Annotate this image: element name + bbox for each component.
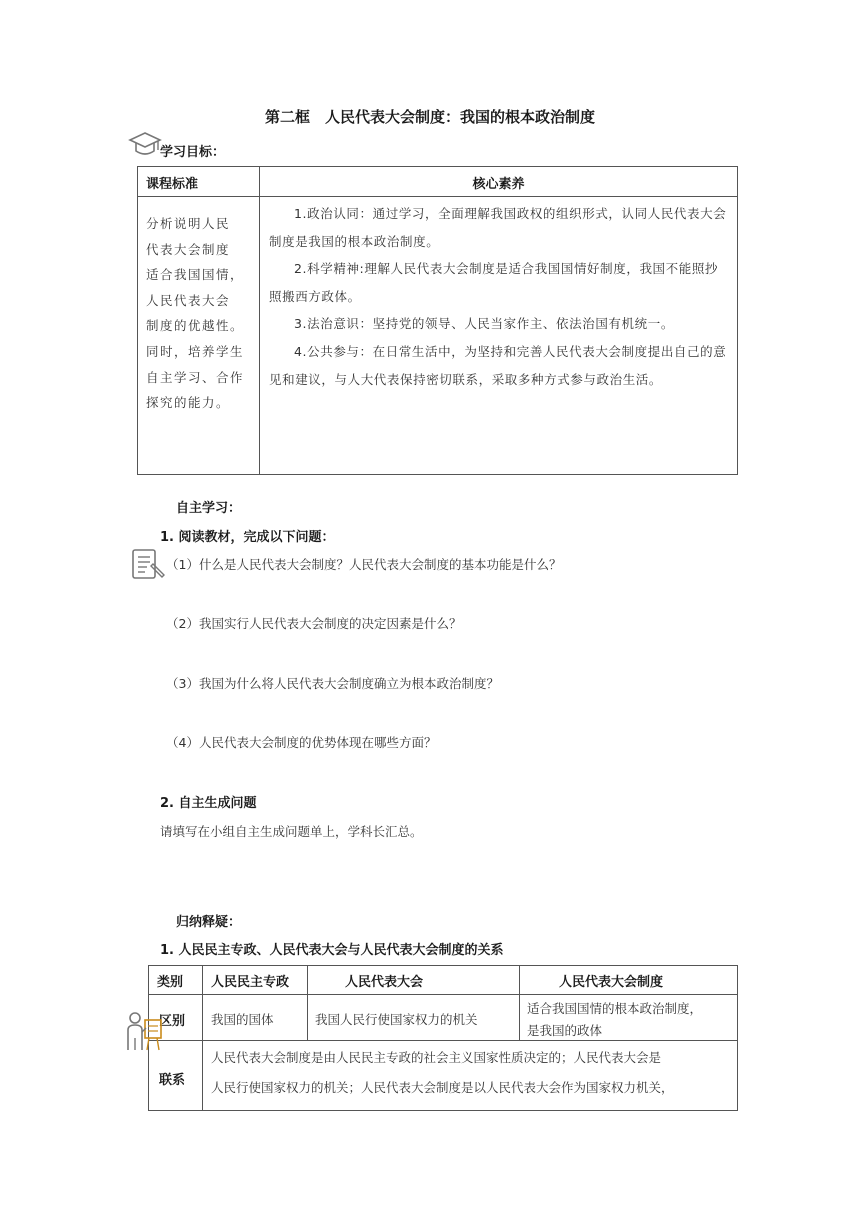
core-literacy-text: [269, 200, 731, 393]
summary-label: 归纳释疑：: [176, 915, 242, 930]
standard-text: 分析说明人民 代表大会制度 适合我国国情， 人民代表大会 制度的优越性。 同时，培养学生 自主学习、合作 探究的能力。: [146, 216, 245, 411]
graduation-cap-icon: [128, 130, 162, 160]
goals-label: 学习目标：: [160, 145, 226, 160]
notepad-pencil-icon: [129, 546, 167, 582]
question-4: （4）人民代表大会制度的优势体现在哪些方面？: [166, 735, 437, 750]
core-item: 3.法治意识：坚持党的领导、人民当家作主、依法治国有机统一。: [294, 316, 674, 332]
question-1: （1）什么是人民代表大会制度？人民代表大会制度的基本功能是什么？: [166, 557, 562, 572]
instruction-text: 请填写在小组自主生成问题单上，学科长汇总。: [160, 824, 423, 839]
table-cell: 适合我国国情的根本政治制度， 是我国的政体: [527, 1001, 703, 1038]
row-label-connection: 联系: [159, 1073, 186, 1088]
comparison-table: [148, 965, 738, 1111]
connection-text: 人民代表大会制度是由人民民主专政的社会主义国家性质决定的；人民代表大会是 人民行使国家权力的机关；人民代表大会制度是以人民代表大会作为国家权力机关，: [211, 1050, 674, 1095]
table-header: 类别: [157, 975, 184, 990]
teacher-board-icon: [124, 1010, 164, 1054]
question-3: （3）我国为什么将人民代表大会制度确立为根本政治制度？: [166, 676, 499, 691]
table-cell: 我国人民行使国家权力的机关: [315, 1012, 478, 1027]
section-heading: 2. 自主生成问题: [160, 796, 257, 811]
col-header-standard: 课程标准: [146, 177, 199, 192]
page-title: 第二框 人民代表大会制度：我国的根本政治制度: [264, 108, 595, 126]
row-label-difference: 区别: [159, 1014, 186, 1029]
col-header-core: 核心素养: [472, 177, 525, 192]
table-cell: 我国的国体: [211, 1012, 274, 1027]
core-item: 4.公共参与：在日常生活中，为坚持和完善人民代表大会制度提出自己的意见和建议，与人大代表保持密切联系，采取多种方式参与政治生活。: [269, 343, 727, 387]
table-header: 人民民主专政: [211, 975, 290, 990]
table-header: 人民代表大会: [345, 975, 424, 990]
core-item: 1.政治认同：通过学习，全面理解我国政权的组织形式，认同人民代表大会制度是我国的根本政治制度。: [269, 206, 727, 249]
self-study-label: 自主学习：: [176, 501, 242, 516]
goals-table: [137, 166, 738, 475]
section-heading: 1. 阅读教材，完成以下问题：: [160, 530, 335, 545]
section-heading: 1. 人民民主专政、人民代表大会与人民代表大会制度的关系: [160, 943, 504, 958]
question-2: （2）我国实行人民代表大会制度的决定因素是什么？: [166, 616, 462, 631]
table-header: 人民代表大会制度: [559, 975, 664, 990]
core-item: 2.科学精神:理解人民代表大会制度是适合我国国情好制度，我国不能照抄照搬西方政体。: [269, 261, 719, 304]
